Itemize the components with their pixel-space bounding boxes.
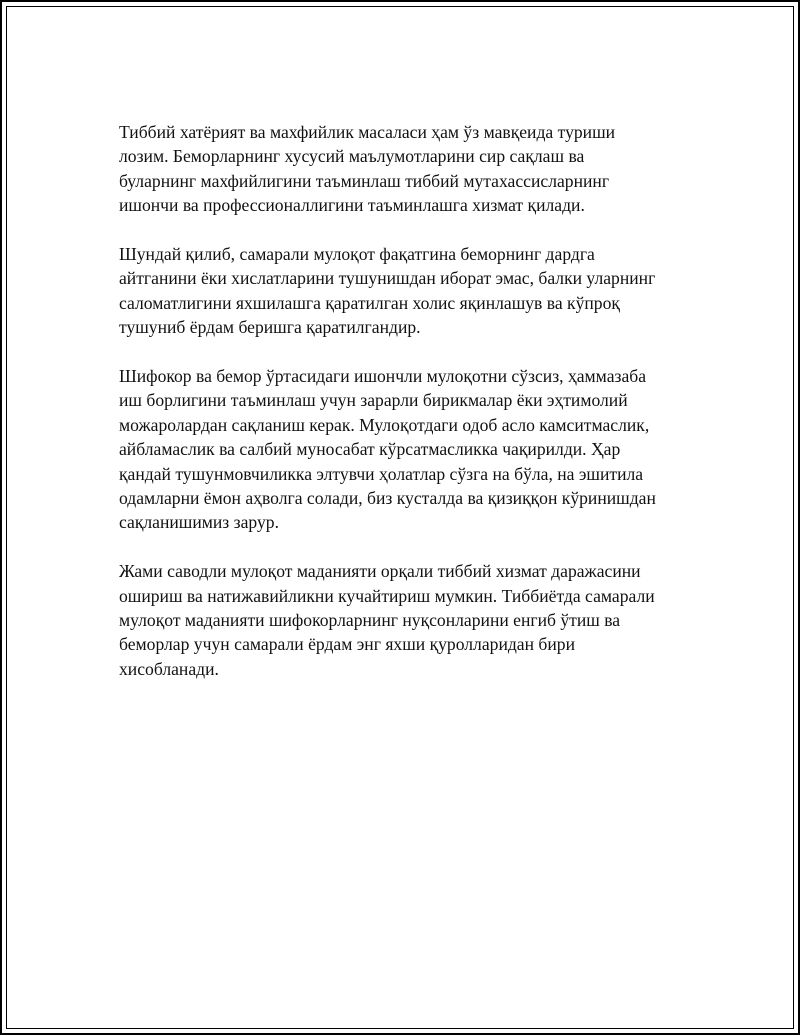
text-line: саломатлигини яхшилашга қаратилган холис яқинлашув ва кўпроқ <box>119 292 620 313</box>
paragraph-4 <box>119 559 694 681</box>
text-line: мулоқот маданияти шифокорларнинг нуқсонларини енгиб ўтиш ва <box>119 610 621 631</box>
paragraph-3 <box>119 364 694 535</box>
text-line: сақланишимиз зарур. <box>119 512 279 533</box>
text-line: тушуниб ёрдам беришга қаратилгандир. <box>119 317 421 338</box>
text-line: лозим. Беморларнинг хусусий маълумотларини сир сақлаш ва <box>119 146 585 167</box>
text-line: буларнинг махфийлигини таъминлаш тиббий мутахассисларнинг <box>119 170 610 191</box>
text-line: қандай тушунмовчиликка элтувчи ҳолатлар сўзга на бўла, на эшитила <box>119 463 644 484</box>
text-line: хисобланади. <box>119 658 219 679</box>
text-line: айбламаслик ва салбий муносабат кўрсатмасликка чақирилди. Ҳар <box>119 439 621 460</box>
text-line: ошириш ва натижавийликни кучайтириш мумкин. Тиббиётда самарали <box>119 585 655 606</box>
text-line: Тиббий хатёрият ва махфийлик масаласи ҳам ўз мавқеида туриши <box>119 122 616 142</box>
document-body <box>119 120 694 706</box>
text-line: одамларни ёмон аҳволга солади, биз кусталда ва қизиққон кўринишдан <box>119 488 656 509</box>
paragraph-2 <box>119 242 694 340</box>
text-line: иш борлигини таъминлаш учун зарарли бирикмалар ёки эҳтимолий <box>119 390 628 411</box>
text-line: айтганини ёки хислатларини тушунишдан иборат эмас, балки уларнинг <box>119 268 656 289</box>
text-line: Шундай қилиб, самарали мулоқот фақатгина беморнинг дардга <box>119 244 595 265</box>
text-line: можаролардан сақланиш керак. Мулоқотдаги одоб асло камситмаслик, <box>119 414 650 435</box>
text-line: Шифокор ва бемор ўртасидаги ишончли мулоқотни сўзсиз, ҳаммазаба <box>119 366 647 387</box>
text-line: Жами саводли мулоқот маданияти орқали тиббий хизмат даражасини <box>119 561 641 582</box>
text-line: ишончи ва профессионаллигини таъминлашга хизмат қилади. <box>119 195 585 216</box>
text-line: беморлар учун самарали ёрдам энг яхши қуролларидан бири <box>119 634 576 655</box>
paragraph-1 <box>119 120 694 218</box>
